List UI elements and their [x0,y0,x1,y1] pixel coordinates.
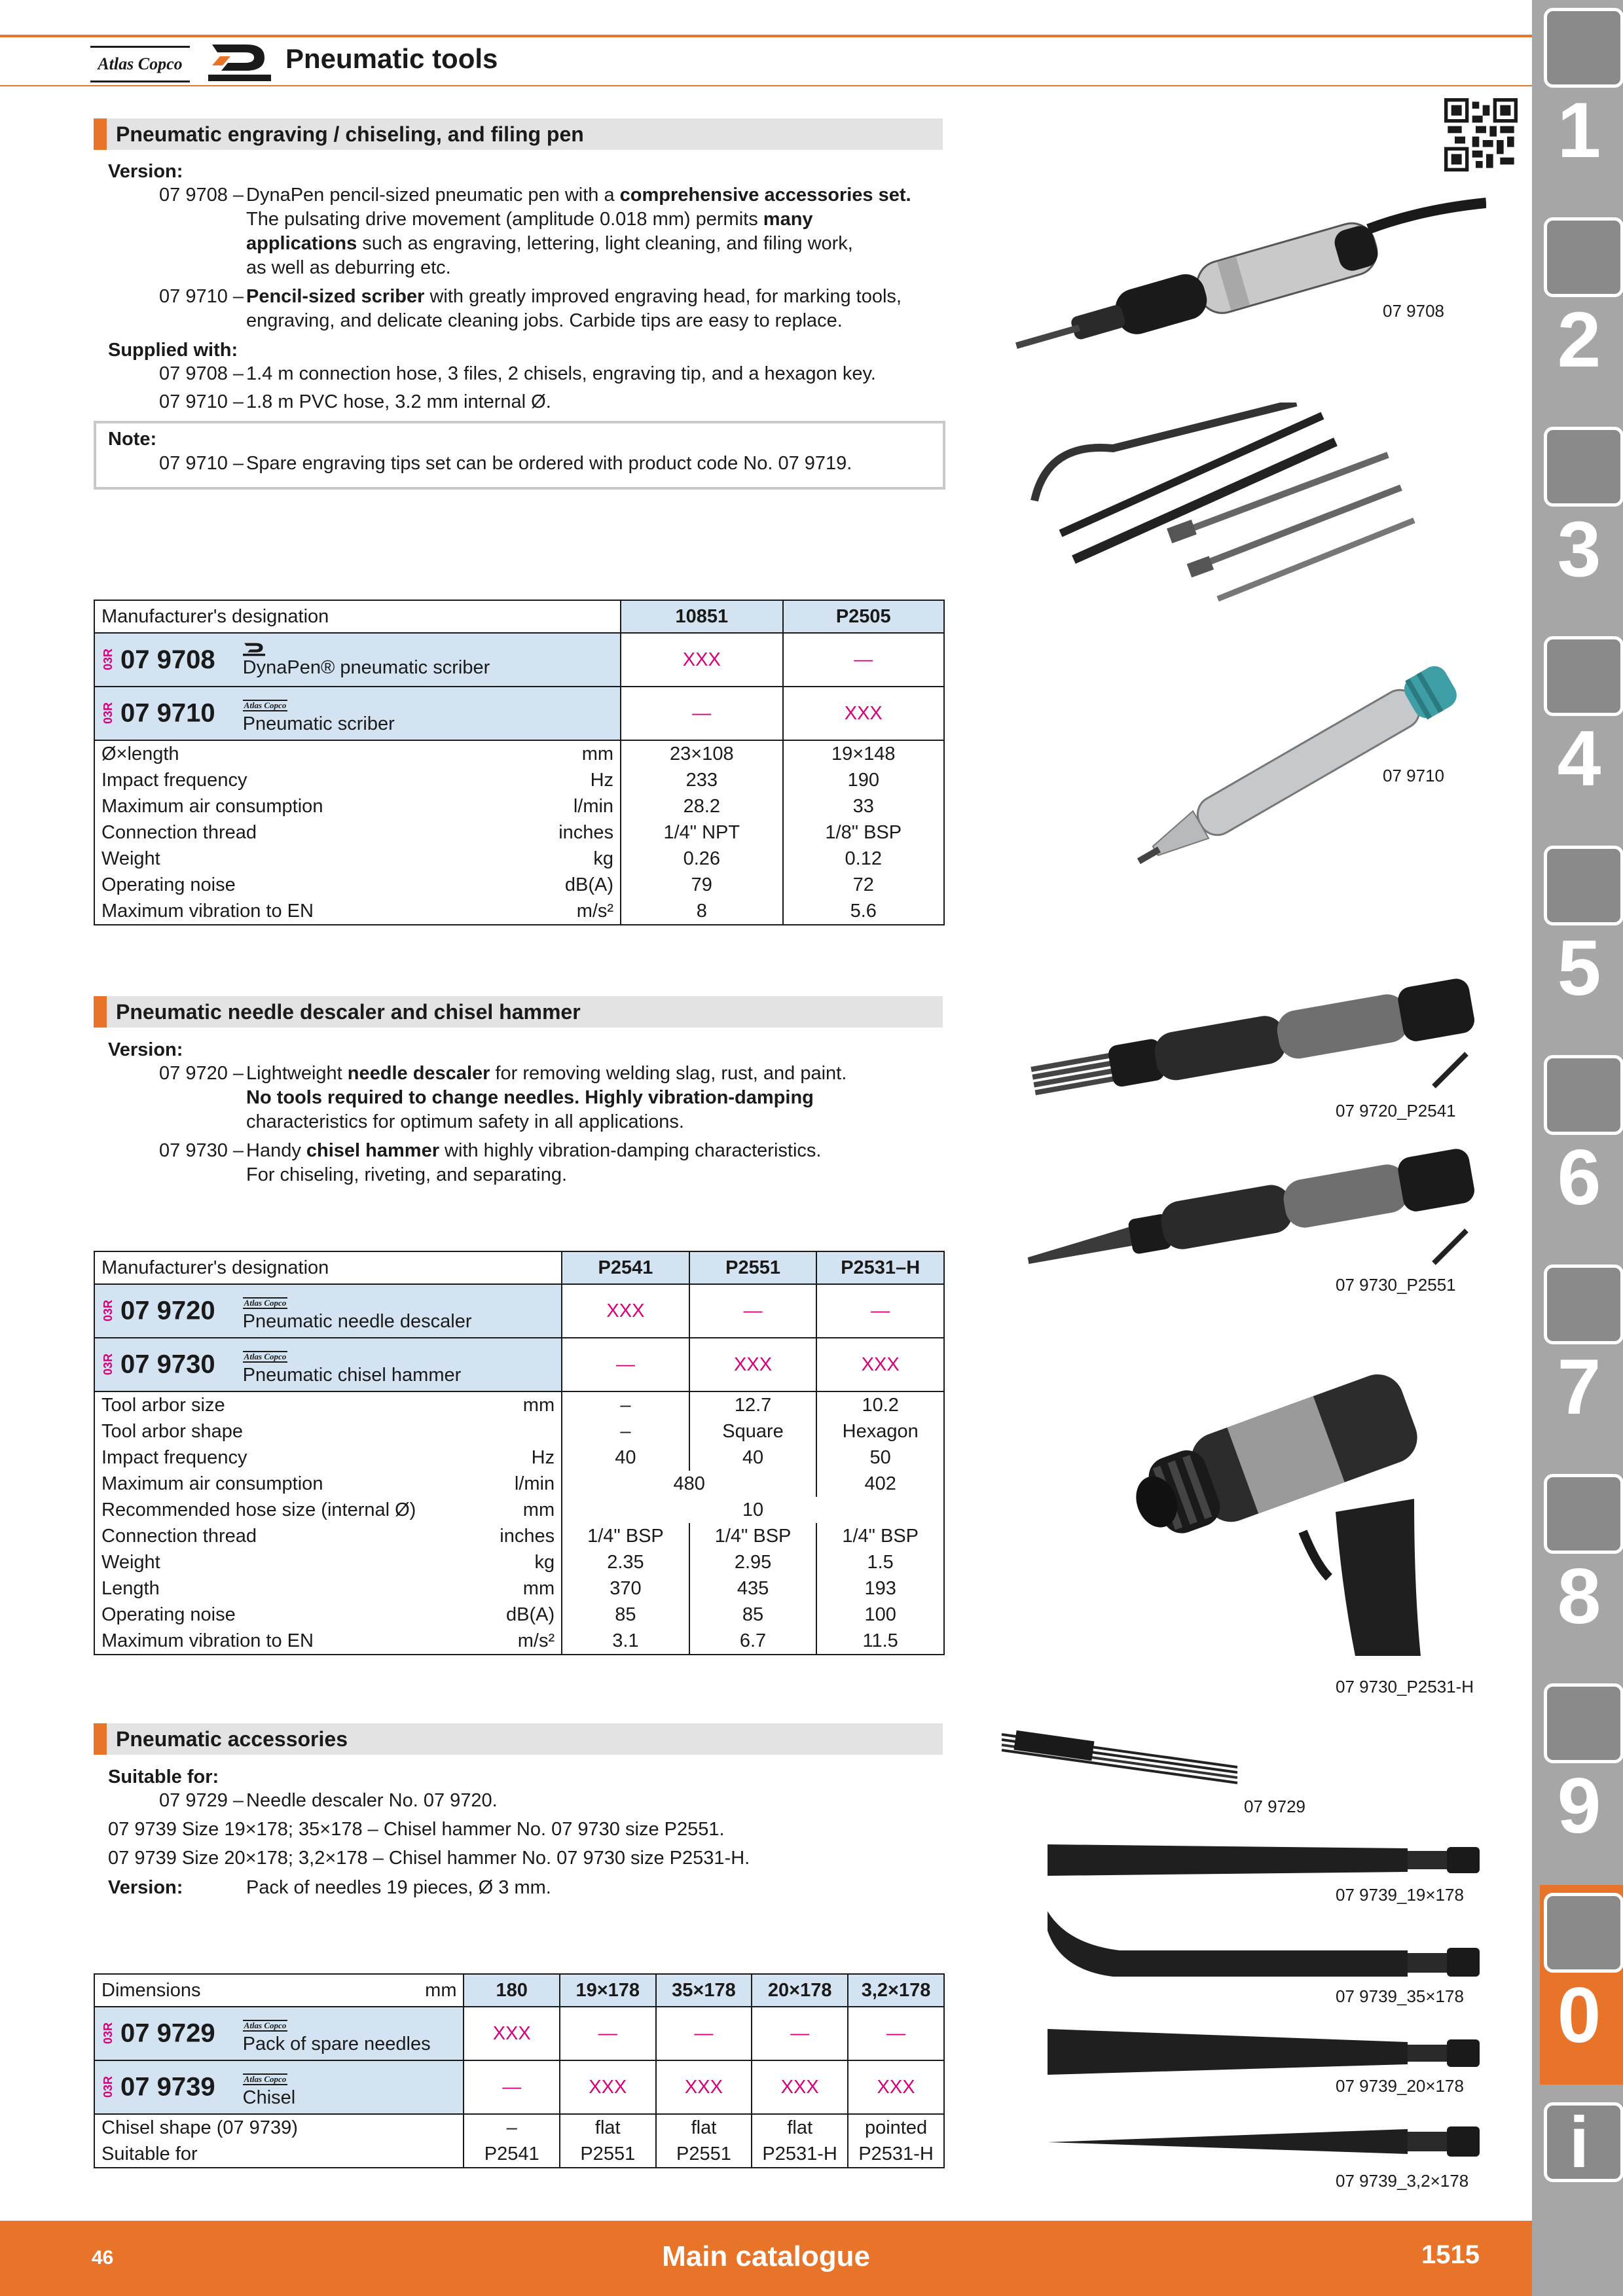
chapter-tab-1[interactable]: 1 [1540,0,1623,200]
version-code: 07 9710 – [159,453,244,474]
pistol-hammer-illustration [1106,1316,1473,1682]
description-text: applications such as engraving, lettering, light cleaning, and filing work, [246,233,853,254]
product-row-079710: 03R 07 9710 Atlas Copco Pneumatic scriber [94,687,621,740]
workbench-icon [1544,1474,1623,1554]
chapter-tab-8[interactable]: 8 [1540,1466,1623,1666]
chapter-tab-2[interactable]: 2 [1540,209,1623,409]
dynabrade-mini-logo [243,641,265,657]
chapter-tab-7[interactable]: 7 [1540,1257,1623,1456]
supplied-label: Supplied with: [108,340,238,361]
power-tool-icon [1544,1893,1623,1973]
version-code: 07 9729 – [159,1790,244,1811]
description-text: Pack of needles 19 pieces, Ø 3 mm. [246,1877,551,1898]
description-text: 07 9739 Size 20×178; 3,2×178 – Chisel hammer No. 07 9730 size P2531-H. [108,1848,750,1869]
cutting-insert-icon [1544,217,1623,297]
chapter-tab-9[interactable]: 9 [1540,1676,1623,1875]
tool-holder-icon [1544,427,1623,507]
description-text: DynaPen pencil-sized pneumatic pen with a comprehensive accessories set. [246,185,911,206]
image-caption: 07 9720_P2541 [1336,1101,1456,1121]
footer-title: Main catalogue [662,2240,870,2272]
suitable-label: Suitable for: [108,1767,219,1787]
version-code: 07 9720 – [159,1063,244,1084]
chisel-flat-35-illustration [1041,1905,1486,1990]
chapter-tab-info[interactable]: i [1540,2094,1623,2221]
chisel-hammer-illustration [1015,1126,1493,1276]
image-caption: 07 9739_20×178 [1336,2076,1464,2096]
spec-table-engraving: Manufacturer's designation 10851 P2505 03R 07 9708 DynaPen® pneumatic scriber XXX — 03R 07 9710 Atlas Copco Pneumatic scriber — XXX Ø×length mm 23×108 19×148 Impact frequency Hz 233 190 Maximum air consumption l/min 28.2 33 Connection thread inches 1/4" NPT 1/8" BSP Weight kg 0.26 0.12 Operating noise dB(A) 79 72 Maximum vibration to EN m/s² 8 5.6 [94,600,945,925]
footer-page-small: 46 [92,2247,114,2269]
hammer-pliers-icon [1544,1265,1623,1344]
note-label: Note: [108,429,157,450]
header-rule-top [0,35,1532,37]
version-code: 07 9710 – [159,391,244,412]
section-header-engraving: Pneumatic engraving / chiseling, and filing pen [94,118,943,150]
version-code: 07 9710 – [159,286,244,307]
product-row-079720: 03R 07 9720 Atlas Copco Pneumatic needle descaler [94,1284,562,1338]
product-row-079729: 03R 07 9729 Atlas Copco Pack of spare needles [94,2007,464,2060]
qr-code-icon [1444,98,1518,171]
chisel-flat-19-illustration [1041,1839,1486,1885]
needle-descaler-illustration [1015,956,1493,1106]
image-caption: 07 9729 [1244,1797,1305,1816]
image-caption: 07 9730_P2551 [1336,1275,1456,1295]
drill-bit-icon [1544,8,1623,88]
version-code: 07 9708 – [159,185,244,206]
spec-table-accessories: Dimensions mm 180 19×178 35×178 20×178 3,2×178 03R 07 9729 Atlas Copco Pack of spare needles XXX — — — — 03R 07 9739 Atlas Copco Chisel — XXX XXX XXX XXX Chisel shape (07 9739) – flat flat flat pointed Suitable for P2541 P2551 P2551 P2531-H P2531-H [94,1973,945,2168]
description-text: engraving, and delicate cleaning jobs. Carbide tips are easy to replace. [246,310,843,331]
image-caption: 07 9708 [1383,301,1444,321]
image-caption: 07 9730_P2531-H [1336,1677,1474,1696]
image-caption: 07 9710 [1383,766,1444,785]
chisel-flat-20-illustration [1041,2022,1486,2081]
atlas-copco-logo: Atlas Copco [90,46,190,82]
header-rule-bottom [0,85,1532,86]
chapter-tab-5[interactable]: 5 [1540,838,1623,1037]
description-text: characteristics for optimum safety in all applications. [246,1111,684,1132]
description-text: No tools required to change needles. Highly vibration-damping [246,1087,814,1108]
chapter-tab-6[interactable]: 6 [1540,1047,1623,1247]
page-number: 1515 [1421,2240,1480,2269]
chapter-tab-0[interactable]: 0 [1540,1885,1623,2085]
version-label: Version: [108,161,183,182]
page-title: Pneumatic tools [285,43,498,74]
image-caption: 07 9739_35×178 [1336,1986,1464,2006]
description-text: For chiseling, riveting, and separating. [246,1164,568,1185]
description-text: The pulsating drive movement (amplitude 0.018 mm) permits many [246,209,813,230]
caliper-icon [1544,636,1623,716]
product-row-079708: 03R 07 9708 DynaPen® pneumatic scriber [94,633,621,687]
saw-blade-icon [1544,846,1623,925]
version-code: 07 9708 – [159,363,244,384]
table-header-label: Manufacturer's designation [94,600,621,633]
footer-bar [0,2221,1532,2296]
description-text: Needle descaler No. 07 9720. [246,1790,498,1811]
atlas-copco-mini-logo: Atlas Copco [244,1352,287,1361]
version-label: Version: [108,1877,183,1898]
image-caption: 07 9739_3,2×178 [1336,2171,1469,2191]
section-header-needle-descaler: Pneumatic needle descaler and chisel hammer [94,996,943,1028]
table-header-label: Dimensions mm [94,1974,464,2007]
description-text: Handy chisel hammer with highly vibration-damping characteristics. [246,1140,822,1161]
description-text: as well as deburring etc. [246,257,451,278]
description-text: Pencil-sized scriber with greatly improved engraving head, for marking tools, [246,286,902,307]
atlas-copco-mini-logo: Atlas Copco [244,1298,287,1308]
tool-cabinet-icon [1544,1683,1623,1763]
atlas-copco-mini-logo: Atlas Copco [244,2074,287,2084]
atlas-copco-mini-logo: Atlas Copco [244,700,287,710]
section-header-accessories: Pneumatic accessories [94,1723,943,1755]
chisel-pointed-illustration [1041,2111,1486,2170]
chapter-tab-3[interactable]: 3 [1540,419,1623,619]
dynabrade-logo [208,42,271,82]
wrench-icon [1544,1055,1623,1135]
version-code: 07 9730 – [159,1140,244,1161]
chapter-tab-4[interactable]: 4 [1540,628,1623,828]
description-text: 1.4 m connection hose, 3 files, 2 chisels, engraving tip, and a hexagon key. [246,363,876,384]
spec-table-needle-descaler: Manufacturer's designation P2541 P2551 P2531–H 03R 07 9720 Atlas Copco Pneumatic needle descaler XXX — — 03R 07 9730 Atlas Copco Pneumatic chisel hammer — XXX XXX Tool arbor size mm – 12.7 10.2 Tool arbor shape – Square Hexagon Impact frequency Hz 40 40 50 Maximum air consumption l/min 480 402 Recommended hose size (internal Ø) mm 10 Connection thread inches 1/4" BSP 1/4" BSP 1/4" BSP Weight kg 2.35 2.95 1.5 Length mm 370 435 193 Operating noise dB(A) 85 85 100 Maximum vibration to EN m/s² 3.1 6.7 11.5 [94,1251,945,1655]
table-header-label: Manufacturer's designation [94,1251,562,1284]
engraving-accessories-illustration [1021,403,1427,612]
note-text: Spare engraving tips set can be ordered with product code No. 07 9719. [246,453,852,474]
description-text: 07 9739 Size 19×178; 35×178 – Chisel hammer No. 07 9730 size P2551. [108,1819,725,1840]
spare-needles-illustration [995,1721,1244,1800]
version-label: Version: [108,1039,183,1060]
image-caption: 07 9739_19×178 [1336,1885,1464,1905]
description-text: Lightweight needle descaler for removing welding slag, rust, and paint. [246,1063,847,1084]
atlas-copco-mini-logo: Atlas Copco [244,2020,287,2030]
product-row-079739: 03R 07 9739 Atlas Copco Chisel [94,2060,464,2114]
product-row-079730: 03R 07 9730 Atlas Copco Pneumatic chisel hammer [94,1338,562,1391]
description-text: 1.8 m PVC hose, 3.2 mm internal Ø. [246,391,551,412]
